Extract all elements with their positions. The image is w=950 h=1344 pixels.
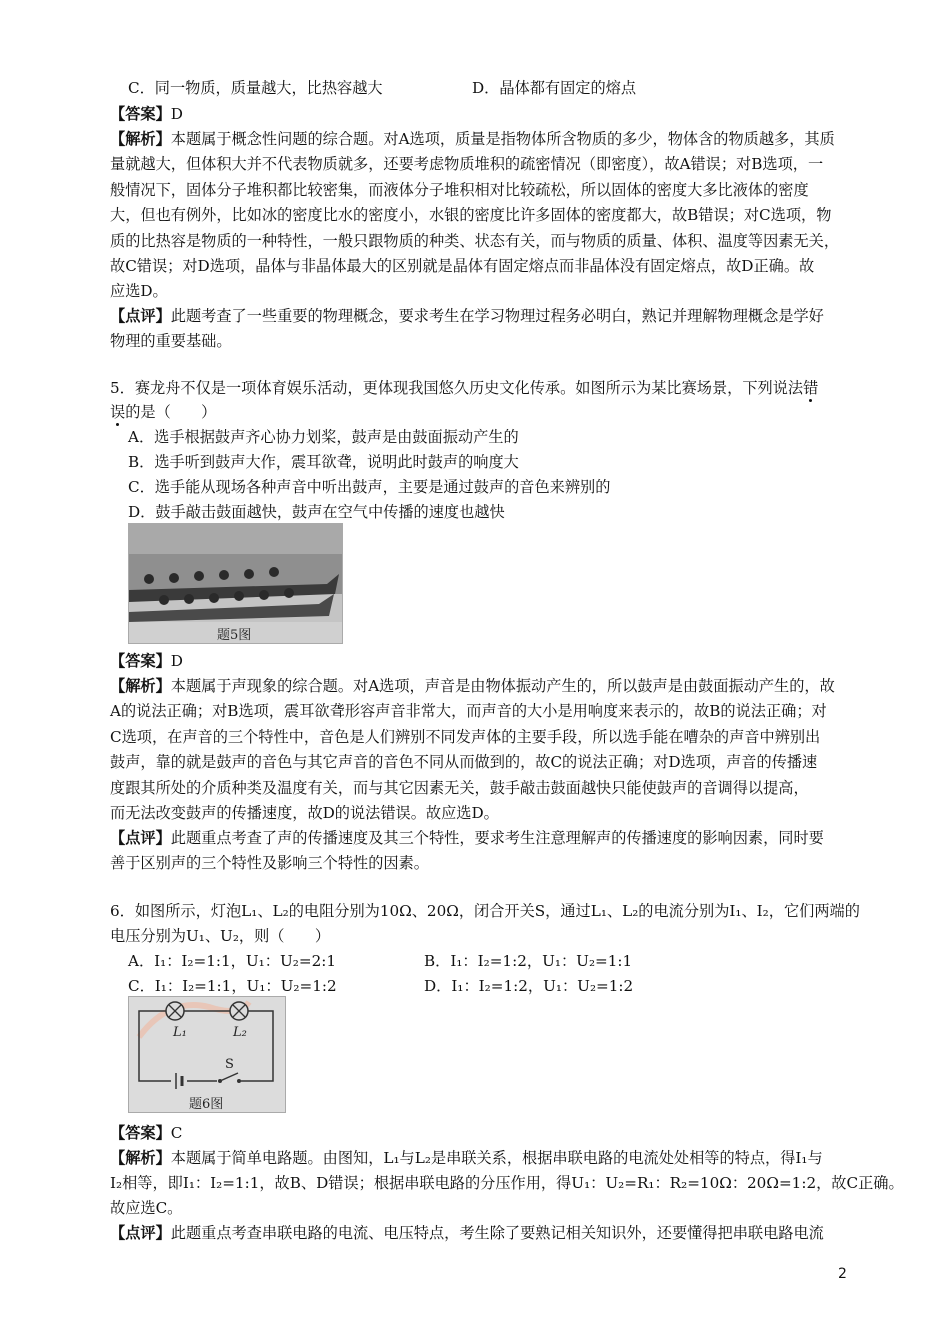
comment-tag: 【点评】	[110, 829, 171, 847]
q5-option-a: A．选手根据鼓声齐心协力划桨，鼓声是由鼓面振动产生的	[128, 428, 519, 446]
q6-analysis-line: I₂相等，即I₁：I₂=1:1，故B、D错误；根据串联电路的分压作用，得U₁：U₂=R₁：R₂=10Ω：20Ω=1:2，故C正确。	[110, 1174, 904, 1192]
q4-option-d: D．晶体都有固定的熔点	[472, 79, 637, 97]
q6-stem-line: 6．如图所示，灯泡L₁、L₂的电阻分别为10Ω、20Ω，闭合开关S，通过L₁、L₂的电流分别为I₁、I₂，它们两端的	[110, 902, 860, 920]
q5-stem-line: 误的是（ ）	[110, 403, 217, 421]
q6-comment-line: 【点评】此题重点考查串联电路的电流、电压特点，考生除了要熟记相关知识外，还要懂得把串联电路电流	[110, 1224, 824, 1242]
q6-stem-line: 电压分别为U₁、U₂，则（ ）	[110, 927, 331, 945]
q5-analysis-line: A的说法正确；对B选项，震耳欲聋形容声音非常大，而声音的大小是用响度来表示的，故B的说法正确；对	[110, 702, 827, 720]
q4-analysis-line: 质的比热容是物质的一种特性，一般只跟物质的种类、状态有关，而与物质的质量、体积、温度等因素无关，	[110, 232, 839, 250]
q6-option-a: A．I₁：I₂=1:1，U₁：U₂=2:1	[128, 952, 337, 970]
q6-option-c: C．I₁：I₂=1:1，U₁：U₂=1:2	[128, 977, 337, 995]
q5-option-c: C．选手能从现场各种声音中听出鼓声，主要是通过鼓声的音色来辨别的	[128, 478, 611, 496]
q4-answer	[110, 104, 183, 124]
analysis-tag: 【解析】	[110, 677, 171, 695]
q4-analysis-line: 故C错误；对D选项，晶体与非晶体最大的区别就是晶体有固定熔点而非晶体没有固定熔点，故D正确。故	[110, 257, 815, 275]
q4-comment-line: 【点评】此题考查了一些重要的物理概念，要求考生在学习物理过程务必明白，熟记并理解物理概念是学好	[110, 307, 824, 325]
comment-tag: 【点评】	[110, 1224, 171, 1242]
q5-comment-line: 善于区别声的三个特性及影响三个特性的因素。	[110, 854, 429, 872]
q6-option-d: D．I₁：I₂=1:2，U₁：U₂=1:2	[424, 977, 634, 995]
answer-tag: 【答案】	[110, 652, 171, 670]
answer-value: C	[170, 1124, 183, 1142]
q4-analysis-line: 量就越大，但体积大并不代表物质就多，还要考虑物质堆积的疏密情况（即密度），故A错误；对B选项，一	[110, 155, 824, 173]
q4-analysis-line: 大，但也有例外，比如冰的密度比水的密度小，水银的密度比许多固体的密度都大，故B错误；对C选项，物	[110, 206, 832, 224]
answer-value: D	[170, 652, 183, 670]
q4-option-c: C．同一物质，质量越大，比热容越大	[128, 79, 383, 97]
q6-answer	[110, 1123, 182, 1143]
q4-analysis-line: 【解析】本题属于概念性问题的综合题。对A选项，质量是指物体所含物质的多少，物体含的物质越多，其质	[110, 130, 835, 148]
q5-comment-line: 【点评】此题重点考查了声的传播速度及其三个特性，要求考生注意理解声的传播速度的影响因素，同时要	[110, 829, 824, 847]
emphasis-dot: 误	[110, 403, 126, 421]
q5-option-b: B．选手听到鼓声大作，震耳欲聋，说明此时鼓声的响度大	[128, 453, 519, 471]
q4-comment-line: 物理的重要基础。	[110, 332, 232, 350]
page-number: 2	[838, 1266, 847, 1282]
comment-tag: 【点评】	[110, 307, 171, 325]
q5-analysis-line: 而无法改变鼓声的传播速度，故D的说法错误。故应选D。	[110, 804, 499, 822]
q6-analysis-line: 故应选C。	[110, 1199, 183, 1217]
q5-analysis-line: C选项，在声音的三个特性中，音色是人们辨别不同发声体的主要手段，所以选手能在嘈杂的声音中辨别出	[110, 728, 821, 746]
figure-caption: 题6图	[189, 1097, 224, 1112]
q5-analysis-line: 【解析】本题属于声现象的综合题。对A选项，声音是由物体振动产生的，所以鼓声是由鼓面振动产生的，故	[110, 677, 835, 695]
q5-answer	[110, 651, 183, 671]
q6-option-b: B．I₁：I₂=1:2，U₁：U₂=1:1	[424, 952, 633, 970]
q4-analysis-line: 般情况下，固体分子堆积都比较密集，而液体分子堆积相对比较疏松，所以固体的密度大多比液体的密度	[110, 181, 809, 199]
figure-caption: 题5图	[217, 628, 252, 643]
lamp-l2-label: L₂	[233, 1025, 247, 1040]
answer-tag: 【答案】	[110, 105, 171, 123]
q5-stem-line: 5．赛龙舟不仅是一项体育娱乐活动，更体现我国悠久历史文化传承。如图所示为某比赛场景，下列说法错	[110, 379, 819, 397]
q5-option-d: D．鼓手敲击鼓面越快，鼓声在空气中传播的速度也越快	[128, 503, 505, 521]
analysis-tag: 【解析】	[110, 1149, 171, 1167]
lamp-l1-label: L₁	[173, 1025, 187, 1040]
circuit-diagram	[128, 996, 286, 1113]
emphasis-dot: 错	[803, 379, 819, 397]
analysis-tag: 【解析】	[110, 130, 171, 148]
switch-label: S	[225, 1057, 234, 1072]
answer-tag: 【答案】	[110, 1124, 171, 1142]
q6-analysis-line: 【解析】本题属于简单电路题。由图知，L₁与L₂是串联关系，根据串联电路的电流处处相等的特点，得I₁与	[110, 1149, 823, 1167]
q5-analysis-line: 鼓声，靠的就是鼓声的音色与其它声音的音色不同从而做到的，故C的说法正确；对D选项，声音的传播速	[110, 753, 818, 771]
answer-value: D	[170, 105, 183, 123]
dragon-boat-photo	[128, 523, 343, 644]
q5-analysis-line: 度跟其所处的介质种类及温度有关，而与其它因素无关，鼓手敲击鼓面越快只能使鼓声的音调得以提高，	[110, 779, 809, 797]
q4-analysis-line: 应选D。	[110, 282, 168, 300]
